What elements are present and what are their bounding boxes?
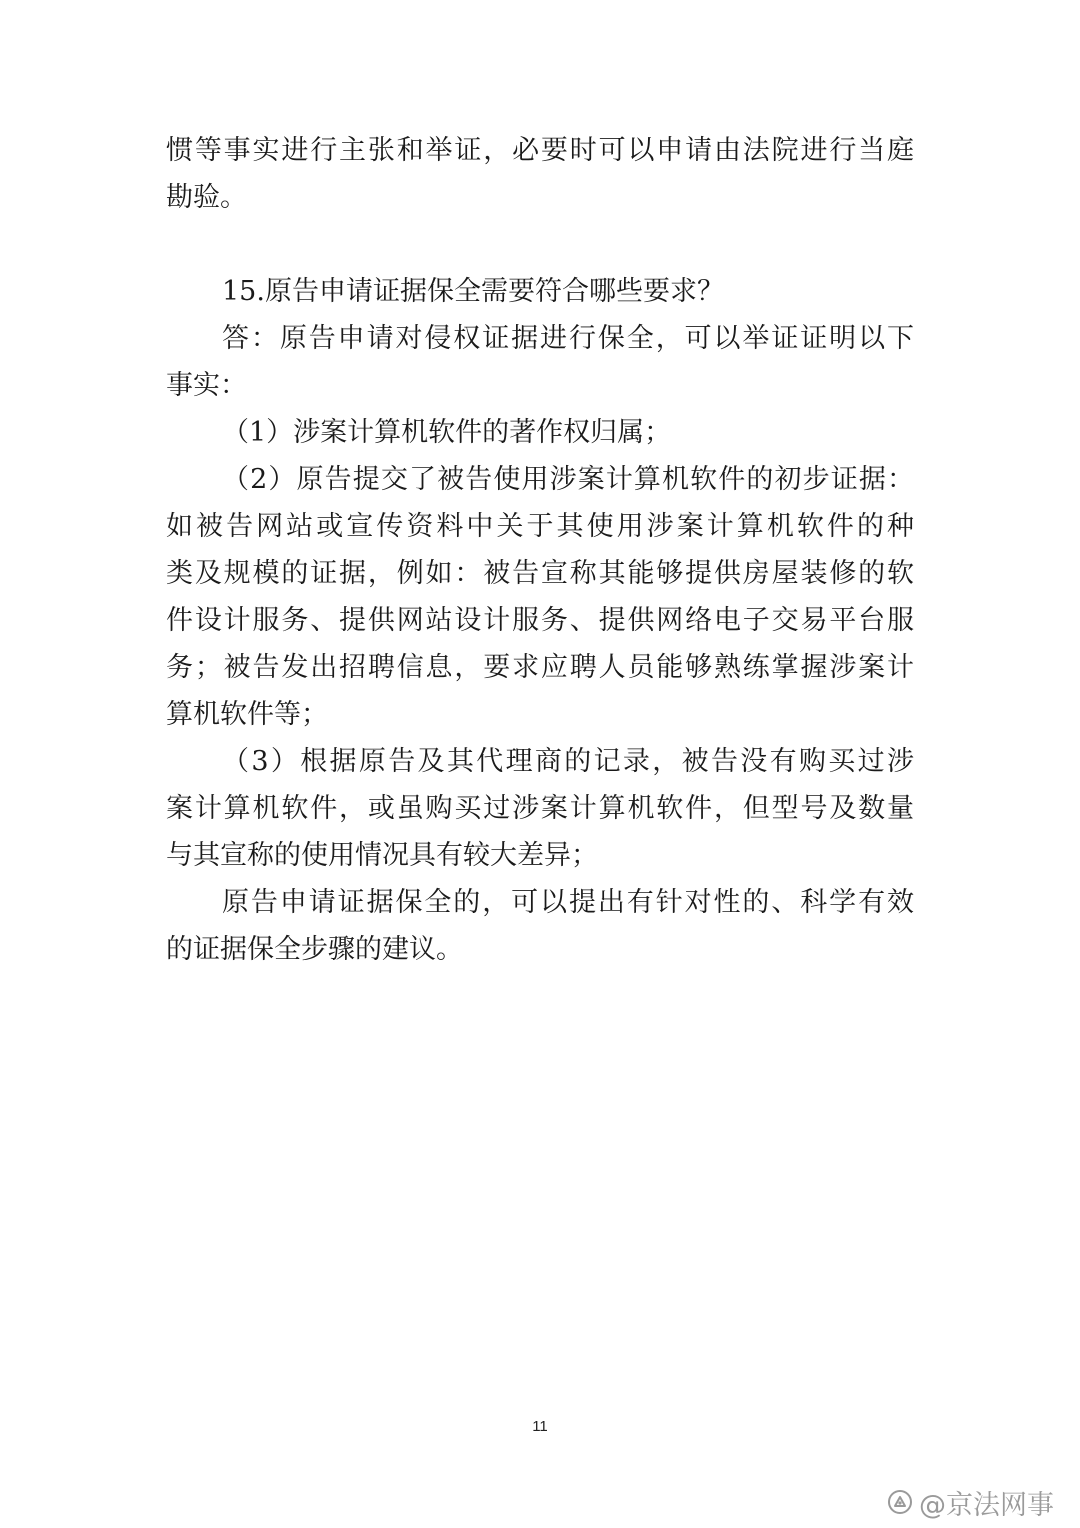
- list-item-line: （1）涉案计算机软件的著作权归属；: [222, 417, 672, 448]
- list-item-line: 案计算机软件，或虽购买过涉案计算机软件，但型号及数量: [166, 793, 914, 824]
- platform-logo-icon: [887, 1489, 913, 1515]
- list-item-line: （2）原告提交了被告使用涉案计算机软件的初步证据：: [222, 464, 914, 495]
- list-item-line: 如被告网站或宣传资料中关于其使用涉案计算机软件的种: [166, 511, 914, 542]
- watermark-text: @京法网事: [919, 1489, 1054, 1521]
- paragraph-line: 勘验。: [166, 182, 247, 213]
- question-heading: 15.原告申请证据保全需要符合哪些要求？: [222, 276, 724, 307]
- page-number: 11: [532, 1418, 548, 1435]
- list-item-line: 务；被告发出招聘信息，要求应聘人员能够熟练掌握涉案计: [166, 652, 914, 683]
- list-item-line: （3）根据原告及其代理商的记录，被告没有购买过涉: [222, 746, 914, 777]
- paragraph-line: 的证据保全步骤的建议。: [166, 934, 463, 965]
- answer-line: 事实：: [166, 370, 247, 401]
- paragraph-line: 惯等事实进行主张和举证，必要时可以申请由法院进行当庭: [166, 135, 914, 166]
- list-item-line: 类及规模的证据，例如：被告宣称其能够提供房屋装修的软: [166, 558, 914, 589]
- list-item-line: 件设计服务、提供网站设计服务、提供网络电子交易平台服: [166, 605, 914, 636]
- list-item-line: 与其宣称的使用情况具有较大差异；: [166, 840, 598, 871]
- answer-line: 答：原告申请对侵权证据进行保全，可以举证证明以下: [222, 323, 914, 354]
- watermark: [887, 1484, 1054, 1520]
- paragraph-line: 原告申请证据保全的，可以提出有针对性的、科学有效: [222, 887, 914, 918]
- list-item-line: 算机软件等；: [166, 699, 328, 730]
